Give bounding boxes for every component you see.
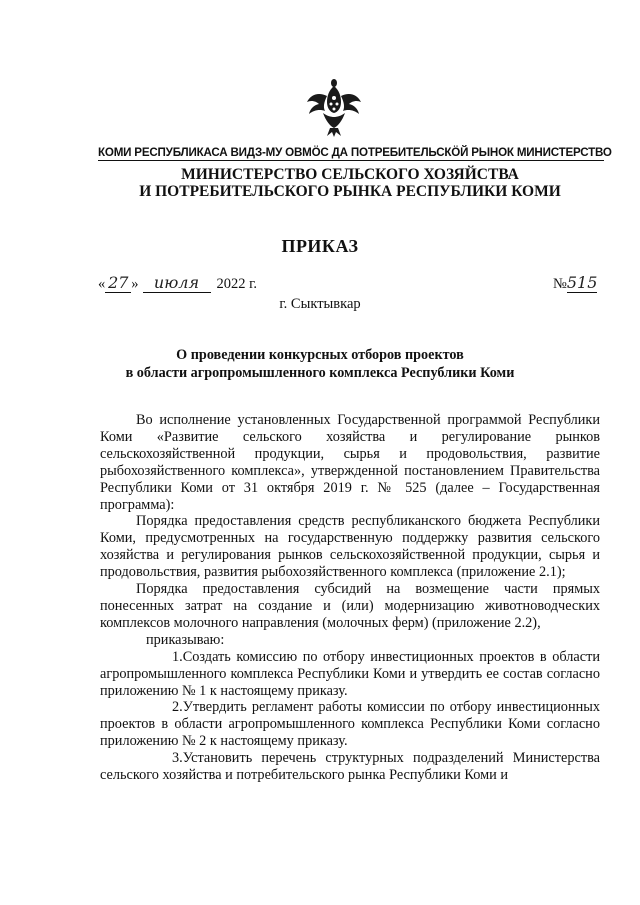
order-word: приказываю:	[146, 631, 225, 648]
subject-line-1: О проведении конкурсных отборов проектов	[176, 347, 464, 363]
document-city: г. Сыктывкар	[279, 296, 361, 312]
date-day-handwritten: 27	[105, 273, 131, 293]
date-close-quote: »	[131, 276, 139, 292]
date-month-handwritten: июля	[143, 273, 211, 293]
komi-coat-of-arms-icon	[303, 76, 365, 138]
order-item-2	[100, 699, 600, 750]
order-item-3	[100, 750, 600, 784]
document-body	[100, 412, 600, 784]
ministry-name	[90, 166, 610, 200]
body-paragraph-3: Порядка предоставления субсидий на возмещение части прямых понесенных затрат на создание и (или) модернизацию животноводческих комплексов молочного направления (молочных ферм) (приложение 2.2),	[100, 581, 600, 631]
document-subject	[100, 346, 540, 382]
number-sign: №	[553, 276, 567, 292]
komi-ministry-name: КОМИ РЕСПУБЛИКАСА ВИДЗ-МУ ОВМÖС ДА ПОТРЕБИТЕЛЬСКÖЙ РЫНОК МИНИСТЕРСТВО	[98, 146, 612, 159]
number-value-handwritten: 515	[566, 273, 598, 292]
order-item-text: Утвердить регламент работы комиссии по отбору инвестиционных проектов в области агропромышленного комплекса Республики Коми согласно приложению № 2 к настоящему приказу.	[100, 699, 600, 750]
document-date	[98, 273, 257, 293]
body-paragraph-1: Во исполнение установленных Государственной программой Республики Коми «Развитие сельского хозяйства и регулирование рынков сельскохозяйственной продукции, сырья и продовольствия, развитие рыбохозяйственного комплекса», утвержденной постановлением Правительства Республики Коми от 31 октября 2019 г. № 525 (далее – Государственная программа):	[100, 412, 600, 513]
ministry-name-line-2: И ПОТРЕБИТЕЛЬСКОГО РЫНКА РЕСПУБЛИКИ КОМИ	[139, 183, 561, 200]
subject-line-2: в области агропромышленного комплекса Республики Коми	[125, 365, 515, 381]
order-item-1	[100, 649, 600, 700]
ministry-name-line-1: МИНИСТЕРСТВО СЕЛЬСКОГО ХОЗЯЙСТВА	[181, 166, 519, 183]
document-number	[553, 273, 597, 293]
order-item-text: Установить перечень структурных подразделений Министерства сельского хозяйства и потребительского рынка Республики Коми и	[100, 750, 600, 784]
document-type: ПРИКАЗ	[281, 236, 359, 256]
order-item-number: 3.	[172, 750, 183, 767]
date-year: 2022 г.	[216, 276, 258, 292]
body-paragraph-2: Порядка предоставления средств республиканского бюджета Республики Коми, предусмотренных на государственную поддержку развития сельского хозяйства и регулирования рынков сельскохозяйственной продукции, сырья и продовольствия, развития рыбохозяйственного комплекса (приложение 2.1);	[100, 513, 600, 581]
order-item-text: Создать комиссию по отбору инвестиционных проектов в области агропромышленного комплекса Республики Коми и утвердить ее состав согласно приложению № 1 к настоящему приказу.	[100, 648, 600, 699]
order-item-number: 1.	[172, 648, 183, 665]
date-open-quote: «	[98, 276, 106, 292]
order-item-number: 2.	[172, 699, 183, 716]
